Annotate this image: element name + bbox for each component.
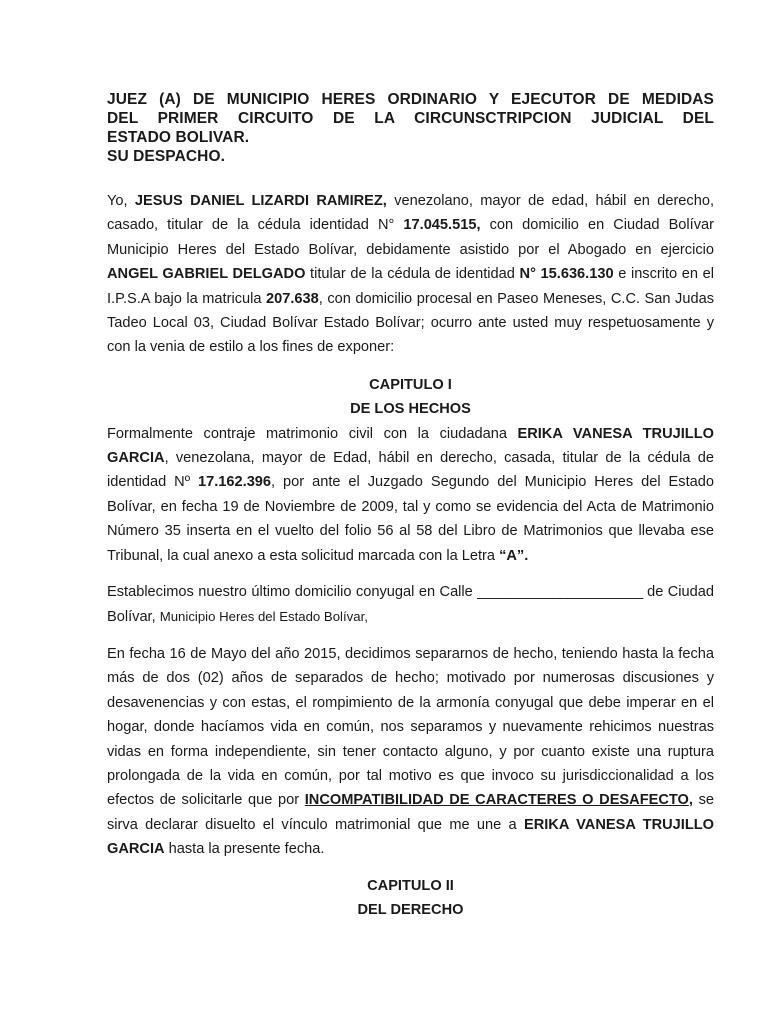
intro-paragraph: Yo, JESUS DANIEL LIZARDI RAMIREZ, venezolano, mayor de edad, hábil en derecho, casado, titular de la cédula identidad N° 17.045.515, con domicilio en Ciudad Bolívar Municipio Heres del Estado Bolívar, debidamente asistido por el Abogado en ejercicio ANGEL GABRIEL DELGADO titular de la cédula de identidad N° 15.636.130 e inscrito en el I.P.S.A bajo la matricula 207.638, con domicilio procesal en Paseo Meneses, C.C. San Judas Tadeo Local 03, Ciudad Bolívar Estado Bolívar; ocurro ante usted muy respetuosamente y con la venia de estilo a los fines de exponer: (107, 193, 714, 356)
capitulo-1-subtitle: DE LOS HECHOS (350, 401, 471, 418)
header-line-2: DEL PRIMER CIRCUITO DE LA CIRCUNSCTRIPCION JUDICIAL DEL (107, 110, 714, 127)
hechos-paragraph-1: Formalmente contraje matrimonio civil con la ciudadana ERIKA VANESA TRUJILLO GARCIA, venezolana, mayor de Edad, hábil en derecho, casada, titular de la cédula de identidad Nº 17.162.396, por ante el Juzgado Segundo del Municipio Heres del Estado Bolívar, en fecha 19 de Noviembre de 2009, tal y como se evidencia del Acta de Matrimonio Número 35 inserta en el vuelto del folio 56 al 58 del Libro de Matrimonios que llevaba ese Tribunal, la cual anexo a esta solicitud marcada con la Letra “A”. (107, 425, 714, 564)
lawyer-name: ANGEL GABRIEL DELGADO (107, 266, 306, 283)
header-line-3: ESTADO BOLIVAR. (107, 129, 250, 146)
petitioner-name: JESUS DANIEL LIZARDI RAMIREZ, (134, 193, 387, 209)
petitioner-ci: 17.045.515, (403, 217, 481, 234)
spouse-ci: 17.162.396 (198, 474, 272, 491)
capitulo-1-title: CAPITULO I (369, 376, 452, 393)
lawyer-ci: 15.636.130 (535, 266, 614, 283)
lawyer-matricula: 207.638 (266, 290, 319, 307)
spouse-name-2: ERIKA VANESA TRUJILLO GARCIA (107, 816, 714, 858)
header-line-1: JUEZ (A) DE MUNICIPIO HERES ORDINARIO Y EJECUTOR DE MEDIDAS (107, 91, 714, 108)
divorce-cause: INCOMPATIBILIDAD DE CARACTERES O DESAFECTO (304, 792, 689, 809)
annex-letter: “A”. (499, 547, 529, 564)
address-blank: ______________________ (477, 584, 643, 601)
hechos-paragraph-2: Establecimos nuestro último domicilio conyugal en Calle ______________________ de Ciudad Bolívar, Municipio Heres del Estado Bolívar, (107, 584, 715, 625)
capitulo-2-subtitle: DEL DERECHO (357, 901, 464, 918)
spouse-name: ERIKA VANESA TRUJILLO GARCIA (107, 425, 714, 467)
document-page (107, 90, 714, 922)
hechos-paragraph-3: En fecha 16 de Mayo del año 2015, decidimos separarnos de hecho, teniendo hasta la fecha más de dos (02) años de separados de hecho; motivado por numerosas discusiones y desavenencias y con estas, el rompimiento de la armonía conyugal que debe imperar en el hogar, donde hacíamos vida en común, nos separamos y nuevamente rehicimos nuestras vidas en forma independiente, sin tener contacto alguno, y por cuanto existe una ruptura prolongada de la vida en común, por tal motivo es que invoco su jurisdiccionalidad a los efectos de solicitarle que por INCOMPATIBILIDAD DE CARACTERES O DESAFECTO, se sirva declarar disuelto el vínculo matrimonial que me une a ERIKA VANESA TRUJILLO GARCIA hasta la presente fecha. (107, 645, 715, 858)
header-line-4: SU DESPACHO. (107, 148, 226, 165)
capitulo-2-title: CAPITULO II (367, 877, 454, 894)
addressee-header (107, 90, 714, 166)
